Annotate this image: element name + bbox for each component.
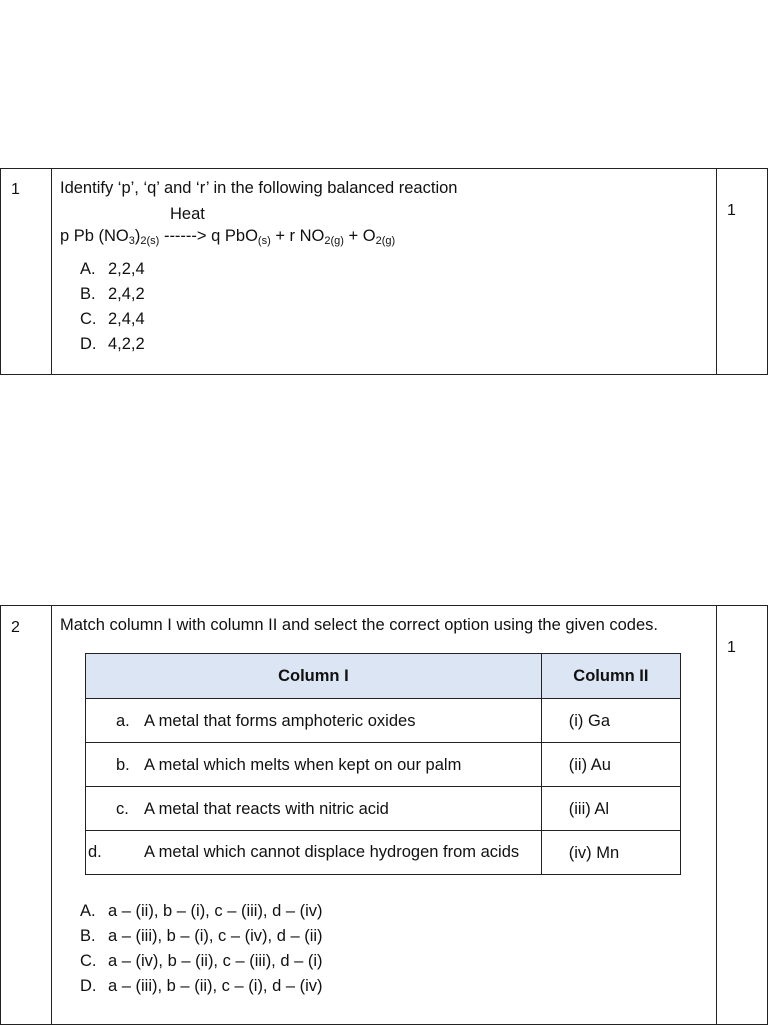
option-b[interactable]: B. 2,4,2: [80, 285, 145, 303]
option-a[interactable]: A. a – (ii), b – (i), c – (iii), d – (iv): [80, 902, 323, 920]
option-d[interactable]: D. a – (iii), b – (ii), c – (i), d – (iv): [80, 977, 323, 995]
question-1-table: [0, 168, 768, 375]
table-row: b. A metal which melts when kept on our palm (ii) Au: [86, 743, 681, 787]
option-c[interactable]: C. 2,4,4: [80, 310, 145, 328]
option-b[interactable]: B. a – (iii), b – (i), c – (iv), d – (ii): [80, 927, 323, 945]
option-d[interactable]: D. 4,2,2: [80, 335, 145, 353]
column-header-1: Column I: [86, 654, 542, 699]
table-row: c. A metal that reacts with nitric acid (iii) Al: [86, 787, 681, 831]
match-table: [85, 653, 681, 875]
question-text: Identify ‘p’, ‘q’ and ‘r’ in the following balanced reaction: [60, 179, 458, 197]
marks: 1: [717, 606, 768, 1025]
chemical-equation: p Pb $(NO_3)_{2(s)}$ ------> q PbO$_{(s)}$ + r $NO_{2(g)} + O_{2(g)}$: [60, 227, 396, 247]
table-row: a. A metal that forms amphoteric oxides (i) Ga: [86, 699, 681, 743]
marks: 1: [717, 169, 768, 375]
question-body: [52, 606, 717, 1025]
table-row: d. A metal which cannot displace hydrogen from acids (iv) Mn: [86, 831, 681, 875]
answer-options: [80, 899, 708, 999]
question-2-table: [0, 605, 768, 1025]
column-header-2: Column II: [541, 654, 680, 699]
option-a[interactable]: A. 2,2,4: [80, 260, 145, 278]
answer-options: [80, 257, 708, 357]
heat-label: Heat: [170, 205, 205, 223]
question-number: 1: [1, 169, 52, 375]
question-number: 2: [1, 606, 52, 1025]
question-body: [52, 169, 717, 375]
question-text: Match column I with column II and select the correct option using the given codes.: [60, 616, 658, 634]
option-c[interactable]: C. a – (iv), b – (ii), c – (iii), d – (i): [80, 952, 323, 970]
